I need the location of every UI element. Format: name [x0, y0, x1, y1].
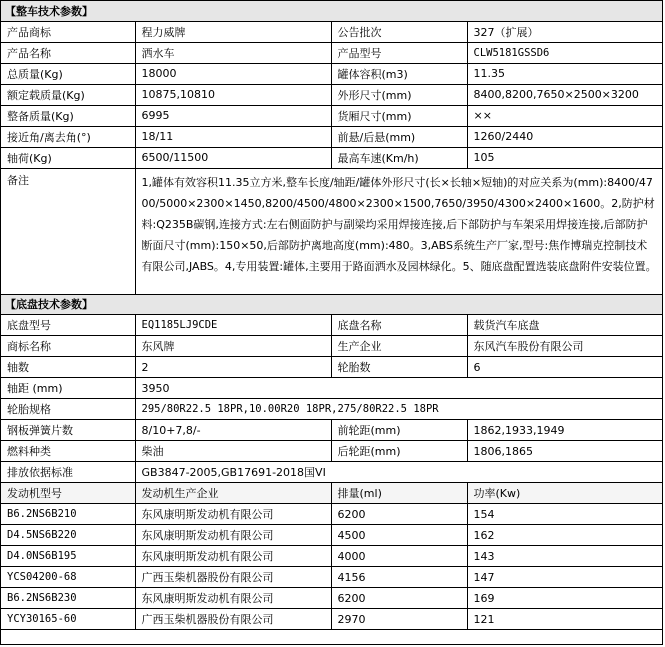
- spec-value: ××: [467, 105, 662, 126]
- spec-value: GB3847-2005,GB17691-2018国VI: [135, 462, 662, 483]
- engine-displacement: 4000: [331, 546, 467, 567]
- spec-value: 程力威牌: [135, 21, 331, 42]
- engine-row: [1, 504, 662, 525]
- spec-value: 2: [135, 357, 331, 378]
- engine-row: [1, 609, 662, 630]
- note-row: [1, 168, 662, 294]
- spec-label: 轮胎规格: [1, 399, 135, 420]
- spec-label: 产品型号: [331, 42, 467, 63]
- engine-displacement: 6200: [331, 504, 467, 525]
- spec-value: EQ1185LJ9CDE: [135, 315, 331, 336]
- engine-model: YCY30165-60: [1, 609, 135, 630]
- spec-value: 柴油: [135, 441, 331, 462]
- vehicle-row: [1, 147, 662, 168]
- chassis-row: [1, 420, 662, 441]
- chassis-section-title: 【底盘技术参数】: [1, 295, 662, 315]
- engine-model: B6.2NS6B230: [1, 588, 135, 609]
- engine-row: [1, 567, 662, 588]
- spec-label: 整备质量(Kg): [1, 105, 135, 126]
- note-cell: [135, 168, 662, 294]
- engine-maker: 东风康明斯发动机有限公司: [135, 546, 331, 567]
- spec-value: 10875,10810: [135, 84, 331, 105]
- chassis-spec-table: [1, 295, 662, 631]
- spec-value: 18/11: [135, 126, 331, 147]
- vehicle-row: [1, 105, 662, 126]
- spec-value: 327（扩展）: [467, 21, 662, 42]
- engine-model: B6.2NS6B210: [1, 504, 135, 525]
- spec-label: 总质量(Kg): [1, 63, 135, 84]
- vehicle-row: [1, 42, 662, 63]
- chassis-row: [1, 336, 662, 357]
- spec-label: 生产企业: [331, 336, 467, 357]
- spec-value: 105: [467, 147, 662, 168]
- spec-label: 罐体容积(m3): [331, 63, 467, 84]
- engine-header: 发动机生产企业: [135, 483, 331, 504]
- spec-label: 商标名称: [1, 336, 135, 357]
- spec-label: 底盘名称: [331, 315, 467, 336]
- engine-maker: 东风康明斯发动机有限公司: [135, 588, 331, 609]
- note-label: 备注: [1, 168, 135, 294]
- spec-label: 轴荷(Kg): [1, 147, 135, 168]
- engine-power: 147: [467, 567, 662, 588]
- engine-displacement: 6200: [331, 588, 467, 609]
- engine-maker: 广西玉柴机器股份有限公司: [135, 567, 331, 588]
- engine-displacement: 4500: [331, 525, 467, 546]
- engine-maker: 东风康明斯发动机有限公司: [135, 504, 331, 525]
- engine-row: [1, 588, 662, 609]
- engine-row: [1, 546, 662, 567]
- engine-model: D4.5NS6B220: [1, 525, 135, 546]
- engine-maker: 东风康明斯发动机有限公司: [135, 525, 331, 546]
- spec-value: 3950: [135, 378, 662, 399]
- spec-value: 1260/2440: [467, 126, 662, 147]
- spec-label: 后轮距(mm): [331, 441, 467, 462]
- engine-displacement: 4156: [331, 567, 467, 588]
- engine-displacement: 2970: [331, 609, 467, 630]
- engine-power: 162: [467, 525, 662, 546]
- chassis-row: [1, 378, 662, 399]
- engine-power: 154: [467, 504, 662, 525]
- spec-label: 前轮距(mm): [331, 420, 467, 441]
- engine-power: 121: [467, 609, 662, 630]
- chassis-row: [1, 462, 662, 483]
- spec-value: 载货汽车底盘: [467, 315, 662, 336]
- engine-maker: 广西玉柴机器股份有限公司: [135, 609, 331, 630]
- spec-value: 6995: [135, 105, 331, 126]
- spec-label: 额定载质量(Kg): [1, 84, 135, 105]
- vehicle-spec-table: [1, 1, 662, 295]
- spec-label: 排放依据标准: [1, 462, 135, 483]
- vehicle-section-title: 【整车技术参数】: [1, 1, 662, 21]
- spec-label: 燃料种类: [1, 441, 135, 462]
- spec-label: 产品名称: [1, 42, 135, 63]
- spec-value: 18000: [135, 63, 331, 84]
- spec-value: 1862,1933,1949: [467, 420, 662, 441]
- spec-value: 11.35: [467, 63, 662, 84]
- vehicle-row: [1, 126, 662, 147]
- chassis-row: [1, 441, 662, 462]
- spec-label: 轴距 (mm): [1, 378, 135, 399]
- spec-value: 东风汽车股份有限公司: [467, 336, 662, 357]
- chassis-row: [1, 399, 662, 420]
- spec-label: 最高车速(Km/h): [331, 147, 467, 168]
- spec-value: 8400,8200,7650×2500×3200: [467, 84, 662, 105]
- engine-header-row: [1, 483, 662, 504]
- engine-power: 143: [467, 546, 662, 567]
- chassis-row: [1, 357, 662, 378]
- engine-row: [1, 525, 662, 546]
- chassis-row: [1, 315, 662, 336]
- spec-label: 钢板弹簧片数: [1, 420, 135, 441]
- spec-value: 295/80R22.5 18PR,10.00R20 18PR,275/80R22.5 18PR: [135, 399, 662, 420]
- spec-value: CLW5181GSSD6: [467, 42, 662, 63]
- engine-header: 发动机型号: [1, 483, 135, 504]
- spec-value: 东风牌: [135, 336, 331, 357]
- spec-value: 8/10+7,8/-: [135, 420, 331, 441]
- engine-header: 功率(Kw): [467, 483, 662, 504]
- engine-model: D4.0NS6B195: [1, 546, 135, 567]
- note-text: 1,罐体有效容积11.35立方米,整车长度/轴距/罐体外形尺寸(长×长轴×短轴)的对应关系为(mm):8400/4700/5000×2300×1450,8200/4500/4800×2300×1500,7650/3950/4300×2400×1600。2,防护材料:Q235B碳钢,连接方式:左右侧面防护与副梁均采用焊接连接,后下部防护与车架采用焊接连接,后部防护断面尺寸(mm):150×50,后部防护离地高度(mm):480。3,ABS系统生产厂家,型号:焦作博瑞克控制技术有限公司,JABS。4,专用装置:罐体,主要用于路面洒水及园林绿化。5、随底盘配置选装底盘附件安装位置。: [141, 175, 657, 273]
- spec-label: 轮胎数: [331, 357, 467, 378]
- engine-header: 排量(ml): [331, 483, 467, 504]
- engine-power: 169: [467, 588, 662, 609]
- engine-model: YCS04200-68: [1, 567, 135, 588]
- spec-label: 底盘型号: [1, 315, 135, 336]
- spec-value: 6: [467, 357, 662, 378]
- spec-value: 洒水车: [135, 42, 331, 63]
- spec-label: 接近角/离去角(°): [1, 126, 135, 147]
- vehicle-row: [1, 21, 662, 42]
- spec-label: 外形尺寸(mm): [331, 84, 467, 105]
- vehicle-row: [1, 84, 662, 105]
- spec-label: 前悬/后悬(mm): [331, 126, 467, 147]
- spec-label: 产品商标: [1, 21, 135, 42]
- spec-label: 轴数: [1, 357, 135, 378]
- spec-label: 公告批次: [331, 21, 467, 42]
- vehicle-row: [1, 63, 662, 84]
- spec-label: 货厢尺寸(mm): [331, 105, 467, 126]
- spec-value: 1806,1865: [467, 441, 662, 462]
- spec-value: 6500/11500: [135, 147, 331, 168]
